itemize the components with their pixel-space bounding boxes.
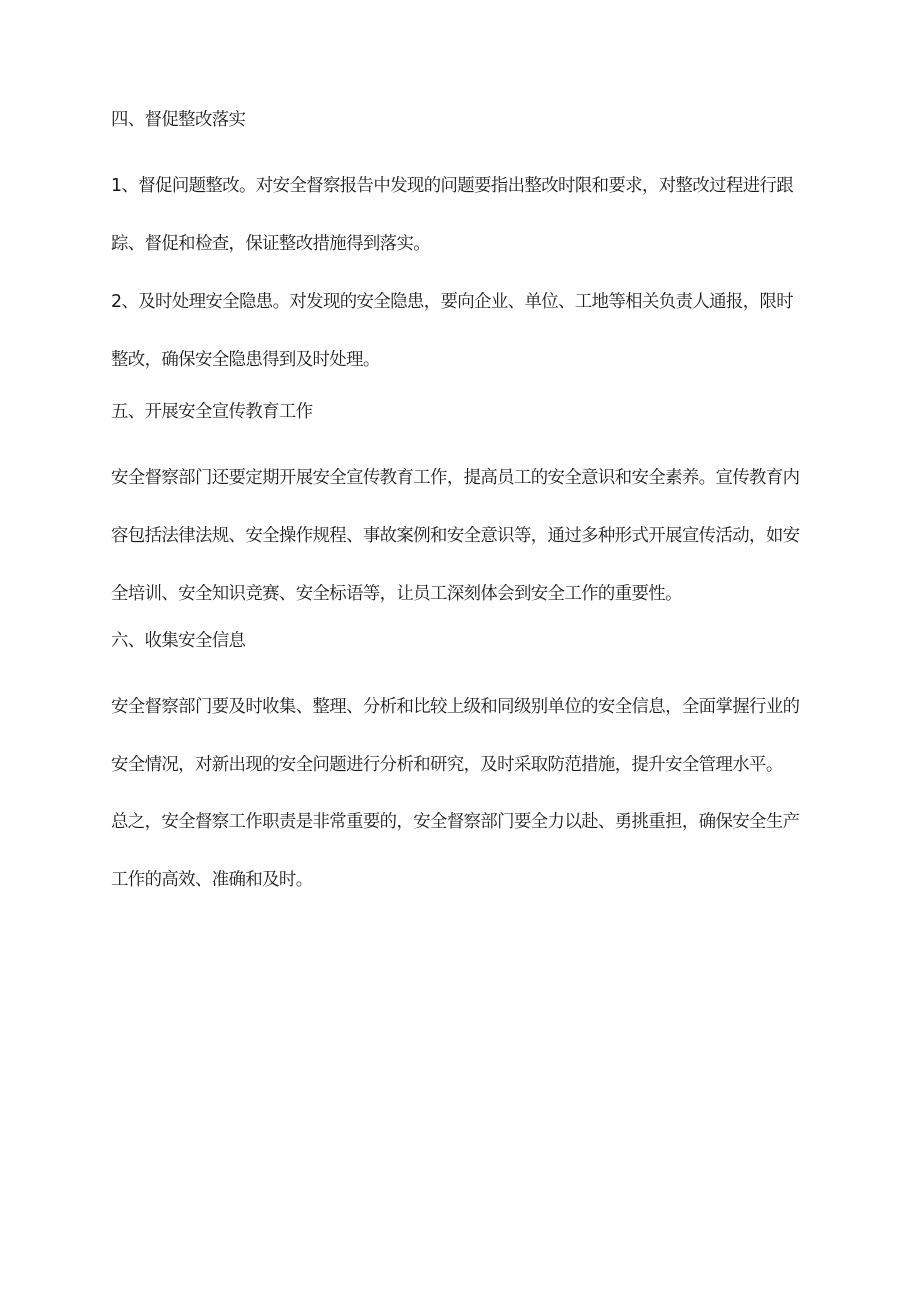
paragraph-line: 2、及时处理安全隐患。对发现的安全隐患，要向企业、单位、工地等相关负责人通报，限时 bbox=[111, 292, 794, 312]
section-6-paragraph bbox=[111, 678, 811, 794]
heading-text: 五、开展安全宣传教育工作 bbox=[111, 402, 313, 422]
conclusion-paragraph bbox=[111, 793, 811, 909]
section-5-paragraph bbox=[111, 449, 811, 623]
section-6-heading bbox=[111, 612, 811, 670]
paragraph-line: 整改，确保安全隐患得到及时处理。 bbox=[111, 350, 380, 370]
paragraph-line: 安全情况，对新出现的安全问题进行分析和研究，及时采取防范措施，提升安全管理水平。 bbox=[111, 755, 783, 775]
section-4-heading bbox=[111, 91, 811, 149]
heading-text: 四、督促整改落实 bbox=[111, 110, 246, 130]
section-5-heading bbox=[111, 383, 811, 441]
paragraph-line: 容包括法律法规、安全操作规程、事故案例和安全意识等，通过多种形式开展宣传活动，如安 bbox=[111, 526, 800, 546]
paragraph-line: 安全督察部门要及时收集、整理、分析和比较上级和同级别单位的安全信息，全面掌握行业的 bbox=[111, 697, 800, 717]
paragraph-line: 1、督促问题整改。对安全督察报告中发现的问题要指出整改时限和要求，对整改过程进行跟 bbox=[111, 176, 794, 196]
paragraph-line: 总之，安全督察工作职责是非常重要的，安全督察部门要全力以赴、勇挑重担，确保安全生产 bbox=[111, 812, 800, 832]
paragraph-line: 安全督察部门还要定期开展安全宣传教育工作，提高员工的安全意识和安全素养。宣传教育内 bbox=[111, 468, 800, 488]
paragraph-line: 踪、督促和检查，保证整改措施得到落实。 bbox=[111, 234, 431, 254]
section-4-item-1 bbox=[111, 157, 811, 273]
paragraph-line: 工作的高效、准确和及时。 bbox=[111, 870, 313, 890]
section-4-item-2 bbox=[111, 273, 811, 389]
heading-text: 六、收集安全信息 bbox=[111, 631, 246, 651]
paragraph-line: 全培训、安全知识竞赛、安全标语等，让员工深刻体会到安全工作的重要性。 bbox=[111, 584, 682, 604]
